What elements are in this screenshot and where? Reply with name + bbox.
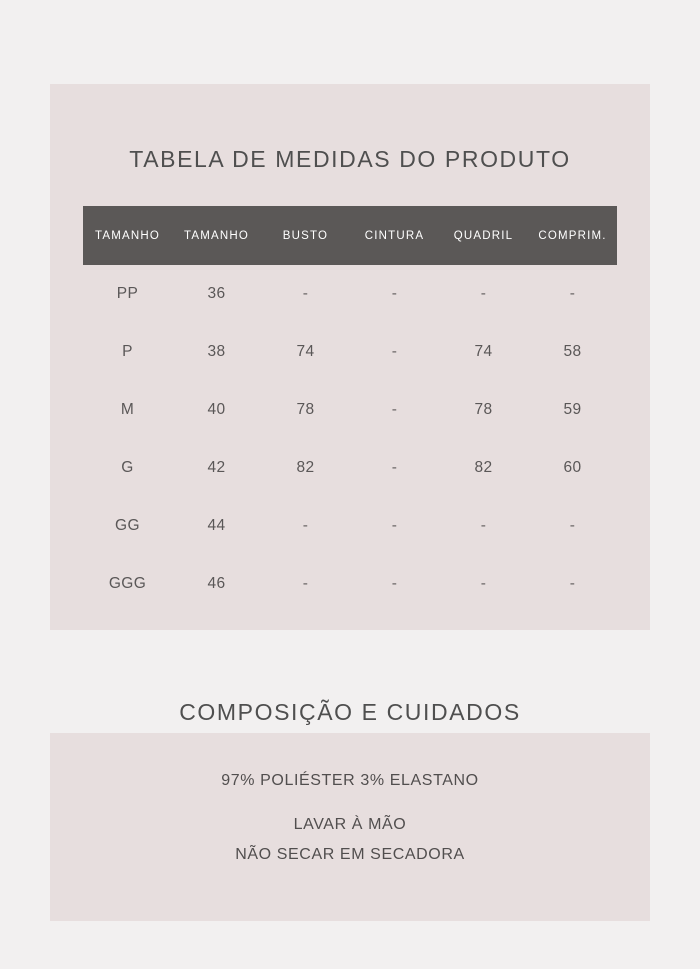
cell-size-number: 38 bbox=[207, 343, 226, 361]
cell-size-letter: GG bbox=[115, 517, 140, 535]
cell-size-letter: M bbox=[120, 401, 135, 419]
table-row bbox=[83, 439, 617, 497]
composition-title: COMPOSIÇÃO E CUIDADOS bbox=[179, 699, 521, 726]
cell-busto: - bbox=[302, 517, 309, 535]
composition-lines bbox=[50, 733, 650, 870]
care-instruction-dry: NÃO SECAR EM SECADORA bbox=[235, 846, 465, 863]
care-instruction-wash: LAVAR À MÃO bbox=[293, 816, 407, 833]
table-header bbox=[83, 206, 617, 265]
cell-cintura: - bbox=[391, 285, 398, 303]
cell-size-number: 46 bbox=[207, 575, 226, 593]
cell-size-letter: PP bbox=[116, 285, 139, 303]
cell-comprimento: 60 bbox=[563, 459, 582, 477]
column-header-busto: BUSTO bbox=[261, 206, 350, 265]
cell-size-number: 36 bbox=[207, 285, 226, 303]
cell-comprimento: - bbox=[569, 575, 576, 593]
cell-size-letter: P bbox=[122, 343, 133, 361]
page-title: TABELA DE MEDIDAS DO PRODUTO bbox=[129, 146, 571, 173]
composition-material: 97% POLIÉSTER 3% ELASTANO bbox=[221, 772, 479, 789]
measurements-panel bbox=[50, 84, 650, 630]
cell-cintura: - bbox=[391, 459, 398, 477]
cell-size-number: 42 bbox=[207, 459, 226, 477]
cell-quadril: - bbox=[480, 285, 487, 303]
cell-busto: - bbox=[302, 575, 309, 593]
cell-comprimento: - bbox=[569, 285, 576, 303]
cell-size-letter: GGG bbox=[108, 575, 147, 593]
cell-quadril: 82 bbox=[474, 459, 493, 477]
cell-cintura: - bbox=[391, 343, 398, 361]
table-row bbox=[83, 497, 617, 555]
table-row bbox=[83, 555, 617, 613]
column-header-comprimento: COMPRIM. bbox=[528, 206, 617, 265]
cell-quadril: - bbox=[480, 575, 487, 593]
cell-cintura: - bbox=[391, 575, 398, 593]
cell-cintura: - bbox=[391, 401, 398, 419]
cell-comprimento: - bbox=[569, 517, 576, 535]
cell-busto: 74 bbox=[296, 343, 315, 361]
cell-quadril: 78 bbox=[474, 401, 493, 419]
cell-size-letter: G bbox=[121, 459, 134, 477]
cell-cintura: - bbox=[391, 517, 398, 535]
column-header-tamanho-letra: TAMANHO bbox=[83, 206, 172, 265]
table-row bbox=[83, 323, 617, 381]
cell-quadril: 74 bbox=[474, 343, 493, 361]
cell-size-number: 44 bbox=[207, 517, 226, 535]
table-row bbox=[83, 265, 617, 323]
cell-busto: - bbox=[302, 285, 309, 303]
table-body bbox=[83, 265, 617, 613]
size-table bbox=[83, 206, 617, 613]
column-header-quadril: QUADRIL bbox=[439, 206, 528, 265]
cell-comprimento: 58 bbox=[563, 343, 582, 361]
composition-panel bbox=[50, 733, 650, 921]
cell-size-number: 40 bbox=[207, 401, 226, 419]
cell-comprimento: 59 bbox=[563, 401, 582, 419]
column-header-cintura: CINTURA bbox=[350, 206, 439, 265]
table-header-row bbox=[83, 206, 617, 265]
table-row bbox=[83, 381, 617, 439]
cell-busto: 82 bbox=[296, 459, 315, 477]
cell-quadril: - bbox=[480, 517, 487, 535]
column-header-tamanho-numero: TAMANHO bbox=[172, 206, 261, 265]
size-table-container bbox=[83, 206, 617, 613]
cell-busto: 78 bbox=[296, 401, 315, 419]
